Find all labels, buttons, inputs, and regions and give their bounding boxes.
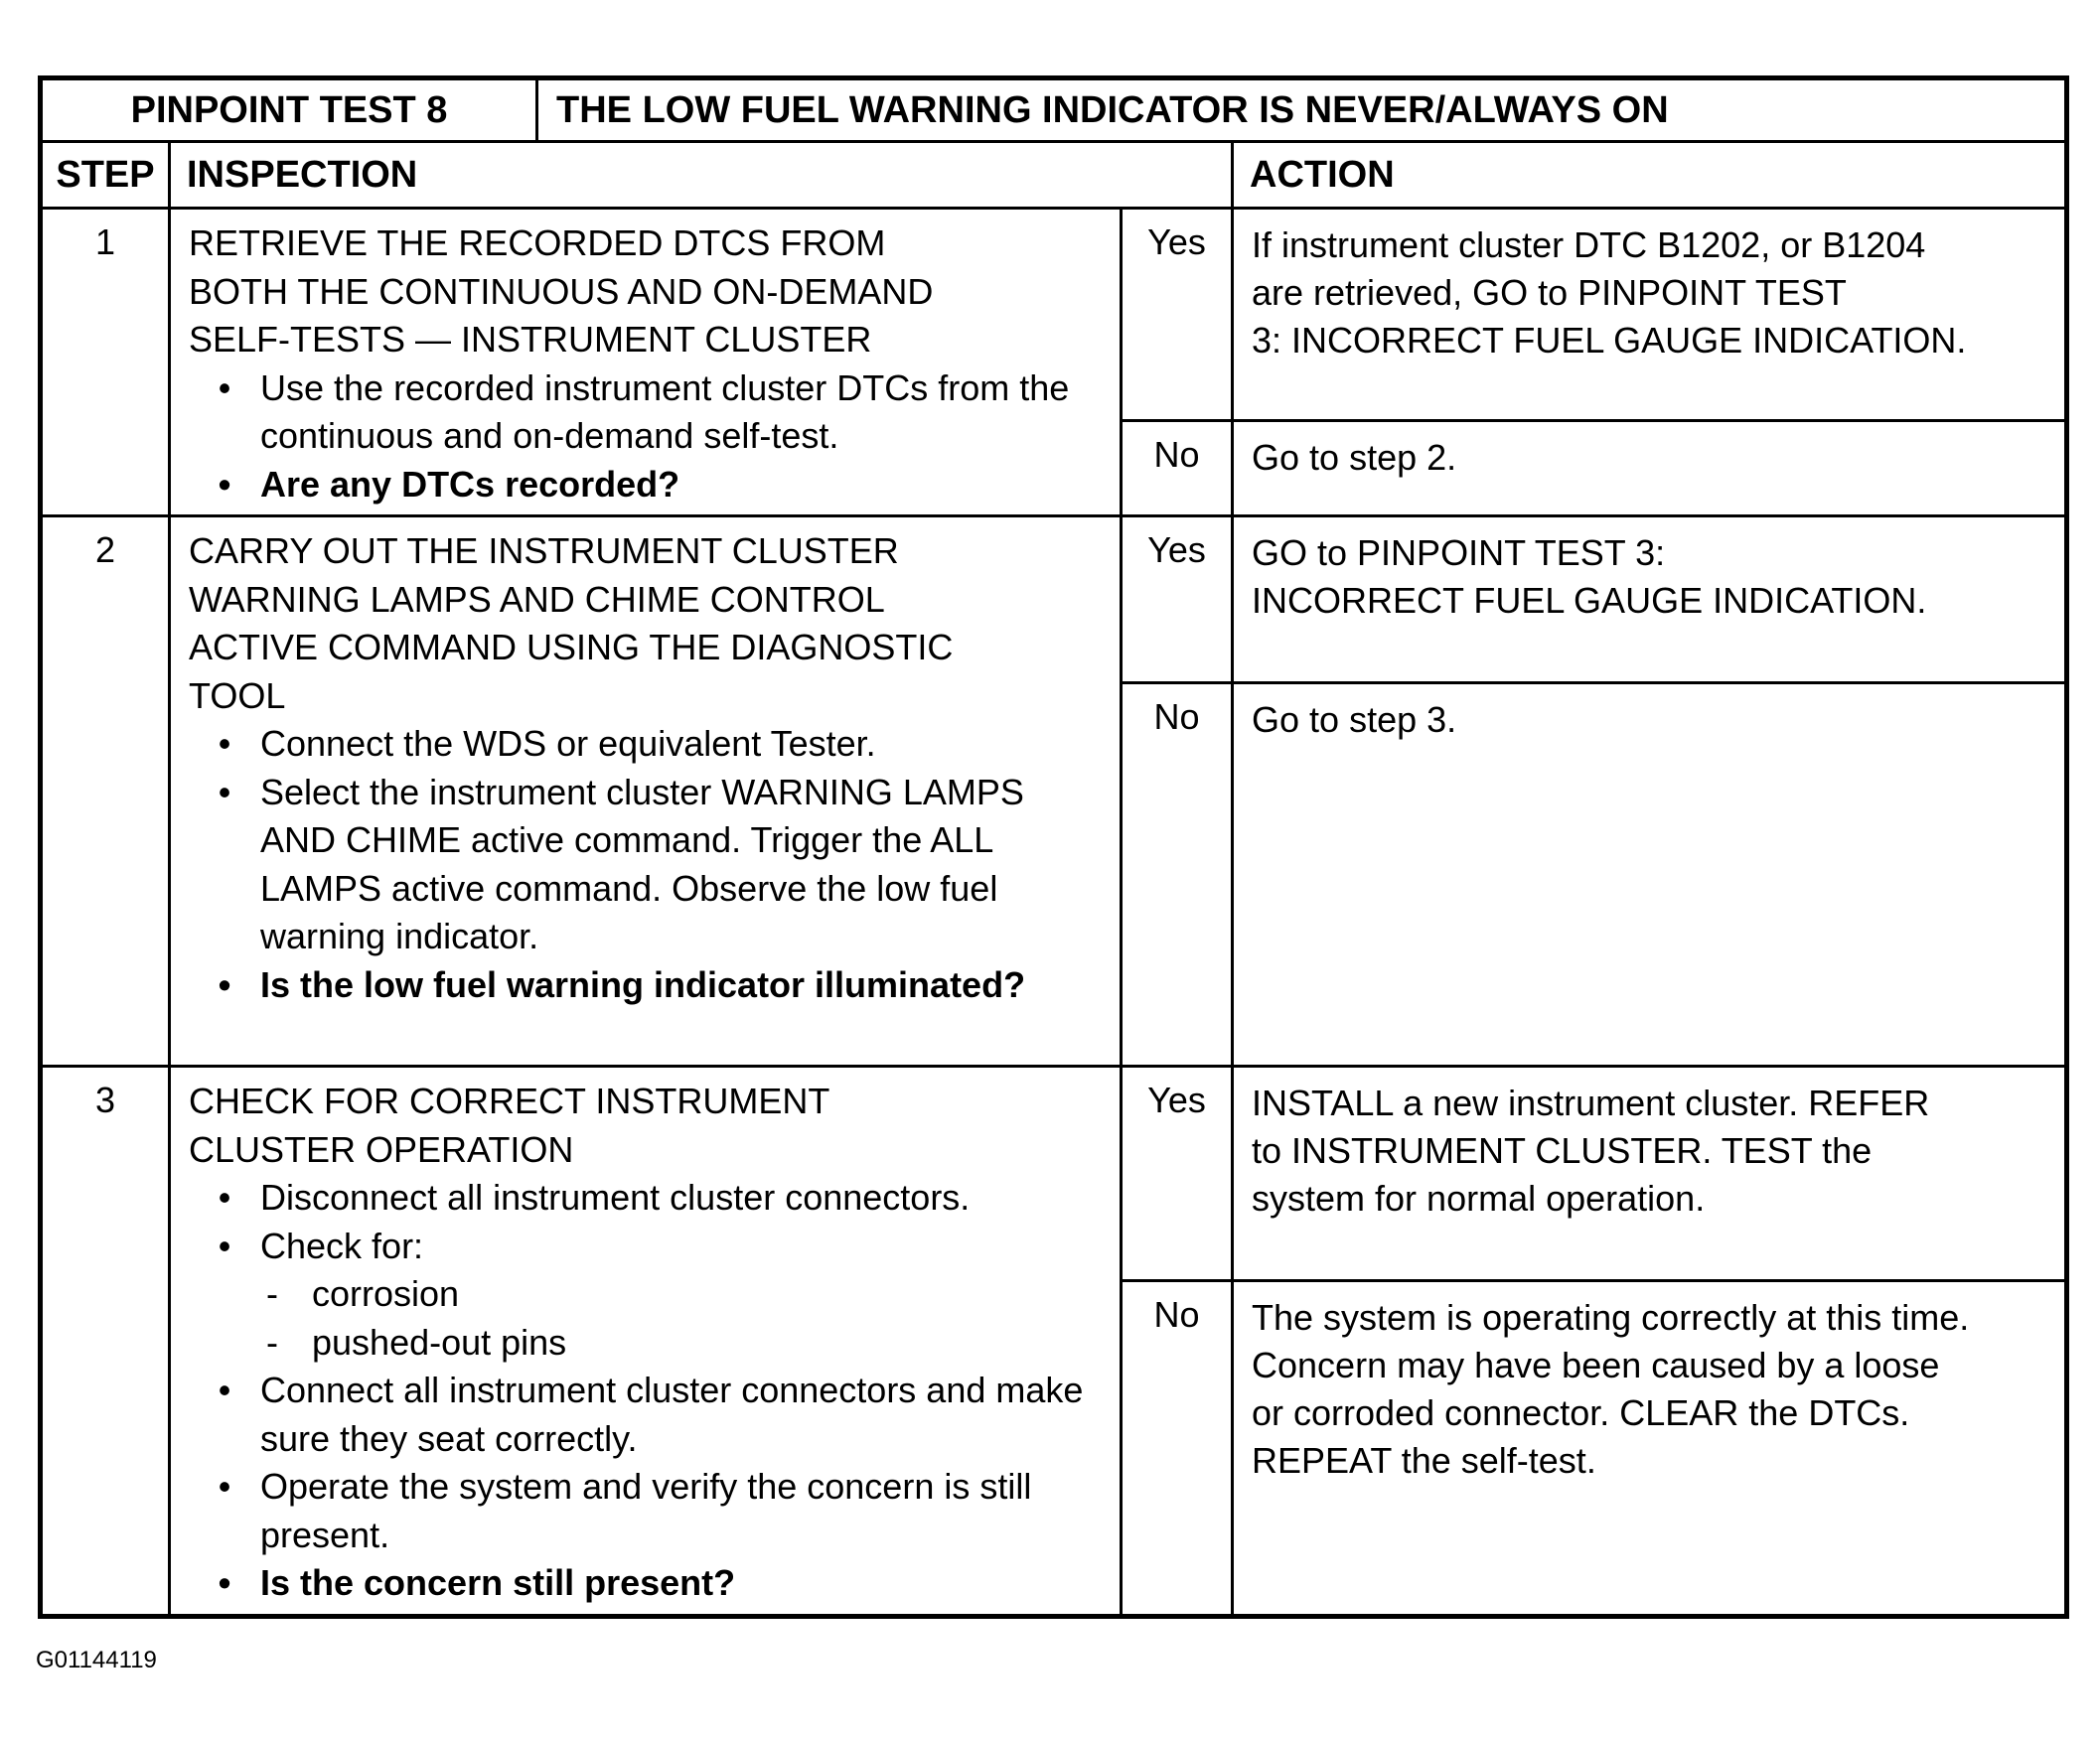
inspection-line: BOTH THE CONTINUOUS AND ON-DEMAND bbox=[189, 270, 934, 312]
step-number: 3 bbox=[41, 1067, 170, 1617]
test-label: PINPOINT TEST 8 bbox=[41, 78, 537, 142]
step-number: 1 bbox=[41, 209, 170, 516]
step-2-inspection: CARRY OUT THE INSTRUMENT CLUSTER WARNING LAMPS AND CHIME CONTROL ACTIVE COMMAND USING THE DIAGNOSTIC TOOL • Connect the WDS or equivalent Tester. • Select the instrument cluster WARNING LAMPS AND CHIME active command. Trigger the ALL LAMPS active command. Observe the low fuel warning indicator. • Is the low fuel warning indicator illuminated? bbox=[170, 516, 1122, 1067]
step-1-no-action: Go to step 2. bbox=[1233, 421, 2067, 516]
step-3-no-action: The system is operating correctly at this time. Concern may have been caused by a loose or corroded connector. CLEAR the DTCs. REPEAT the self-test. bbox=[1233, 1281, 2067, 1617]
sub-item: - pushed-out pins bbox=[189, 1319, 1106, 1368]
pinpoint-test-table bbox=[38, 75, 2069, 1619]
bullet-icon: • bbox=[218, 366, 231, 408]
bullet-question: • Is the concern still present? bbox=[189, 1559, 1106, 1608]
yes-label: Yes bbox=[1122, 1067, 1233, 1281]
header-row bbox=[41, 142, 2067, 209]
bullet-icon: • bbox=[218, 963, 231, 1005]
step-3-yes-row bbox=[41, 1067, 2067, 1281]
bullet-question: • Are any DTCs recorded? bbox=[189, 461, 1106, 509]
bullet-icon: • bbox=[218, 1562, 231, 1603]
step-3-yes-action: INSTALL a new instrument cluster. REFER to INSTRUMENT CLUSTER. TEST the system for normal operation. bbox=[1233, 1067, 2067, 1281]
step-2-yes-row bbox=[41, 516, 2067, 683]
bullet-item: • Select the instrument cluster WARNING LAMPS AND CHIME active command. Trigger the ALL LAMPS active command. Observe the low fuel warning indicator. bbox=[189, 769, 1106, 961]
dash-icon: - bbox=[266, 1321, 278, 1363]
step-3-inspection: CHECK FOR CORRECT INSTRUMENT CLUSTER OPERATION • Disconnect all instrument cluster connectors. • Check for: - corrosion - pushed-out pins • Connect all instrument cluster connectors and make sure they seat correctly. • Operate the system and verify the concern is still present. • Is the concern still present? bbox=[170, 1067, 1122, 1617]
inspection-line: SELF-TESTS — INSTRUMENT CLUSTER bbox=[189, 319, 872, 360]
action-header: ACTION bbox=[1233, 142, 2067, 209]
step-2-yes-action: GO to PINPOINT TEST 3: INCORRECT FUEL GAUGE INDICATION. bbox=[1233, 516, 2067, 683]
test-title: THE LOW FUEL WARNING INDICATOR IS NEVER/ALWAYS ON bbox=[537, 78, 2067, 142]
dash-icon: - bbox=[266, 1273, 278, 1314]
step-1-yes-action: If instrument cluster DTC B1202, or B1204 are retrieved, GO to PINPOINT TEST 3: INCORRECT FUEL GAUGE INDICATION. bbox=[1233, 209, 2067, 421]
no-label: No bbox=[1122, 421, 1233, 516]
bullet-icon: • bbox=[218, 1177, 231, 1218]
step-number: 2 bbox=[41, 516, 170, 1067]
bullet-item: • Disconnect all instrument cluster connectors. bbox=[189, 1174, 1106, 1223]
no-label: No bbox=[1122, 1281, 1233, 1617]
no-label: No bbox=[1122, 683, 1233, 1067]
bullet-item: • Operate the system and verify the concern is still present. bbox=[189, 1463, 1106, 1559]
step-header: STEP bbox=[41, 142, 170, 209]
bullet-icon: • bbox=[218, 1370, 231, 1410]
inspection-line: RETRIEVE THE RECORDED DTCS FROM bbox=[189, 222, 886, 263]
figure-id: G01144119 bbox=[36, 1647, 157, 1673]
bullet-item: • Connect the WDS or equivalent Tester. bbox=[189, 720, 1106, 769]
bullet-icon: • bbox=[218, 1225, 231, 1266]
bullet-item: • Check for: bbox=[189, 1223, 1106, 1271]
bullet-question: • Is the low fuel warning indicator illuminated? bbox=[189, 961, 1106, 1010]
bullet-item: • Connect all instrument cluster connectors and make sure they seat correctly. bbox=[189, 1367, 1106, 1463]
bullet-icon: • bbox=[218, 723, 231, 764]
title-row bbox=[41, 78, 2067, 142]
sub-item: - corrosion bbox=[189, 1270, 1106, 1319]
yes-label: Yes bbox=[1122, 516, 1233, 683]
step-1-yes-row bbox=[41, 209, 2067, 421]
inspection-header: INSPECTION bbox=[170, 142, 1233, 209]
bullet-item: • Use the recorded instrument cluster DTCs from the continuous and on-demand self-test. bbox=[189, 364, 1106, 461]
bullet-icon: • bbox=[218, 771, 231, 812]
yes-label: Yes bbox=[1122, 209, 1233, 421]
step-2-no-action: Go to step 3. bbox=[1233, 683, 2067, 1067]
step-1-inspection bbox=[170, 209, 1122, 516]
bullet-icon: • bbox=[218, 463, 231, 505]
bullet-icon: • bbox=[218, 1466, 231, 1507]
